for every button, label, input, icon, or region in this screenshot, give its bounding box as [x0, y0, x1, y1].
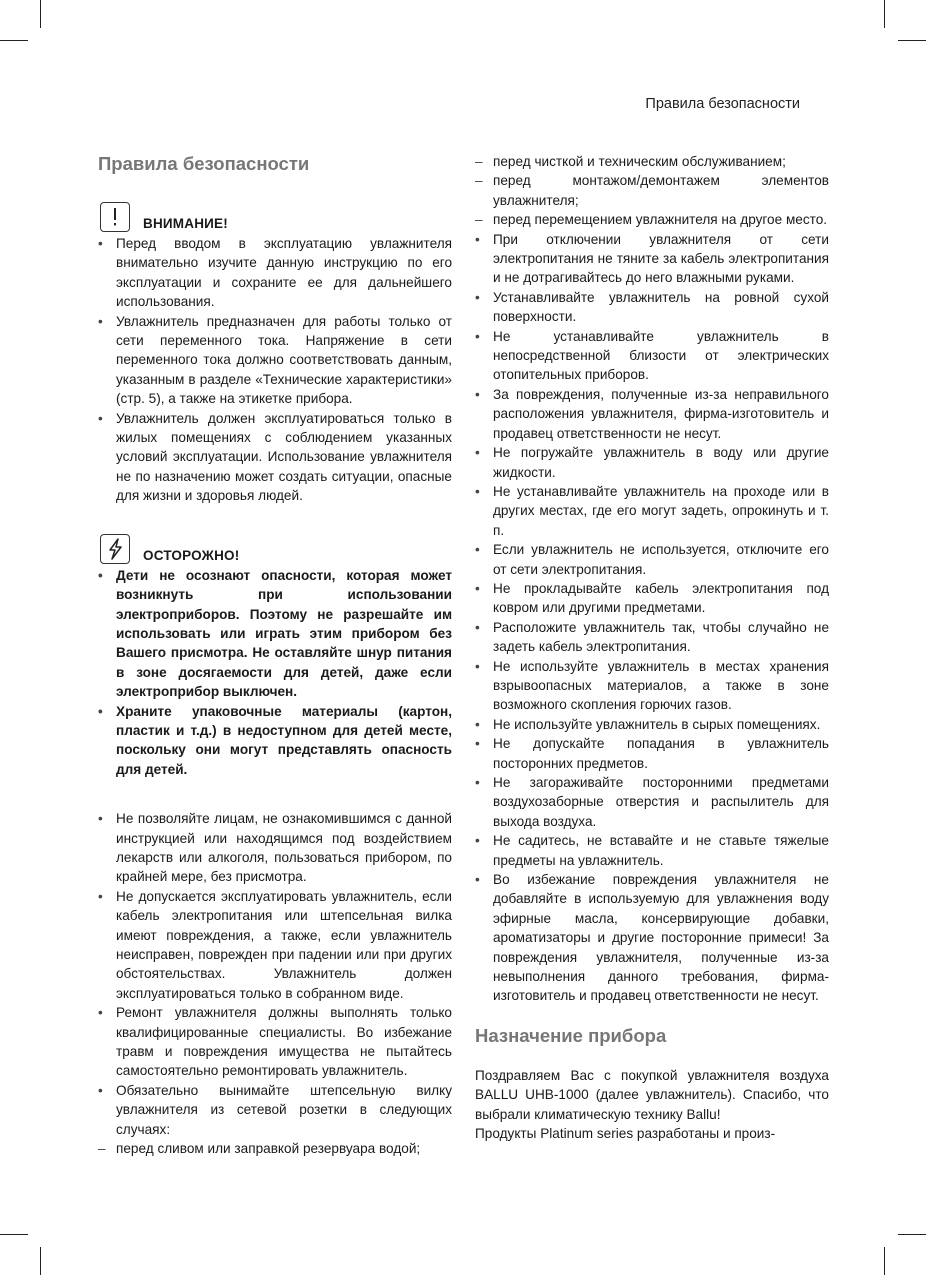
crop-mark — [884, 1247, 885, 1275]
purpose-paragraph: Продукты Platinum series разработаны и произ- — [475, 1126, 776, 1142]
list-item: • Увлажнитель предназначен для работы только от сети переменного тока. Напряжение в сети переменного тока должно соответствовать данным, указанным в разделе «Технические характеристики» (стр. 5), а также на этикетке прибора. — [98, 312, 452, 409]
list-item: • Во избежание повреждения увлажнителя не добавляйте в используемую для увлажнения воду эфирные масла, консервирующие добавки, ароматизаторы и другие посторонние примеси! За повреждения увлажнителя, полученные из-за невыполнения данного требования, фирма-изготовитель и продавец ответственности не несут. — [475, 870, 829, 1006]
list-item: • Не устанавливайте увлажнитель на проходе или в других местах, где его могут задеть, опрокинуть и т. п. — [475, 482, 829, 540]
running-header: Правила безопасности — [645, 96, 800, 112]
list-item: • Увлажнитель должен эксплуатироваться только в жилых помещениях с соблюдением указанных условий эксплуатации. Использование увлажнителя не по назначению может создать ситуации, опасные для жизни и здоровья людей. — [98, 409, 452, 506]
list-item: • Если увлажнитель не используется, отключите его от сети электропитания. — [475, 540, 829, 579]
crop-mark — [884, 0, 885, 28]
list-item: • Не прокладывайте кабель электропитания под ковром или другими предметами. — [475, 579, 829, 618]
crop-mark — [898, 1234, 926, 1235]
list-item: • Обязательно вынимайте штепсельную вилку увлажнителя из сетевой розетки в следующих случаях: — [98, 1081, 452, 1139]
crop-mark — [40, 1247, 41, 1275]
list-item: • Не используйте увлажнитель в местах хранения взрывоопасных материалов, а также в зоне возможного скопления горючих газов. — [475, 657, 829, 715]
list-item: • При отключении увлажнителя от сети электропитания не тяните за кабель электропитания и не дотрагивайтесь до него влажными руками. — [475, 230, 829, 288]
dash-item: – перед чисткой и техническим обслуживанием; — [475, 152, 829, 171]
caution-label: ОСТОРОЖНО! — [143, 547, 240, 563]
list-item: • Дети не осознают опасности, которая может возникнуть при использовании электроприборов. Поэтому не разрешайте им использовать или играть этим прибором без Вашего присмотра. Не оставляйте шнур питания в зоне досягаемости для детей, даже если электроприбор выключен. — [98, 566, 452, 702]
attention-label: ВНИМАНИЕ! — [143, 216, 228, 231]
list-item: • Не допускается эксплуатировать увлажнитель, если кабель электропитания или штепсельная вилка имеют повреждения, а также, если увлажнитель неисправен, поврежден при падении или при других обстоятельствах. Увлажнитель должен эксплуатироваться только в собранном виде. — [98, 887, 452, 1003]
list-item: • Не позволяйте лицам, не ознакомившимся с данной инструкцией или находящимся под воздействием лекарств или алкоголя, пользоваться прибором, по крайней мере, без присмотра. — [98, 809, 452, 887]
list-item: • Не допускайте попадания в увлажнитель посторонних предметов. — [475, 734, 829, 773]
crop-mark — [0, 1234, 28, 1235]
crop-mark — [898, 40, 926, 41]
list-item: • За повреждения, полученные из-за неправильного расположения увлажнителя, фирма-изготовитель и продавец ответственности не несут. — [475, 385, 829, 443]
list-item: • Не погружайте увлажнитель в воду или другие жидкости. — [475, 443, 829, 482]
dash-item: – перед перемещением увлажнителя на другое место. — [475, 210, 829, 229]
safety-list — [475, 230, 829, 1006]
dash-item: – перед монтажом/демонтажем элементов увлажнителя; — [475, 171, 829, 210]
left-column — [98, 152, 452, 1158]
caution-list — [98, 566, 452, 779]
purpose-paragraph: Поздравляем Вас с покупкой увлажнителя воздуха BALLU UHB-1000 (далее увлажнитель). Спасибо, что выбрали климатическую технику Ballu! — [475, 1067, 829, 1122]
right-column — [475, 152, 829, 1144]
unplug-cases-list — [475, 152, 829, 230]
list-item: • Не используйте увлажнитель в сырых помещениях. — [475, 715, 829, 734]
attention-header — [100, 198, 452, 232]
list-item: • Ремонт увлажнителя должны выполнять только квалифицированные специалисты. Во избежание травм и повреждения имущества не пытайтесь самостоятельно ремонтировать увлажнитель. — [98, 1003, 452, 1081]
lightning-icon — [100, 534, 130, 564]
general-list — [98, 809, 452, 1158]
dash-item: – перед сливом или заправкой резервуара водой; — [98, 1139, 452, 1158]
list-item: • Не садитесь, не вставайте и не ставьте тяжелые предметы на увлажнитель. — [475, 831, 829, 870]
caution-header — [100, 530, 452, 564]
list-item: • Перед вводом в эксплуатацию увлажнителя внимательно изучите данную инструкцию по его эксплуатации и сохраните ее для дальнейшего использования. — [98, 234, 452, 312]
crop-mark — [40, 0, 41, 28]
list-item: • Храните упаковочные материалы (картон, пластик и т.д.) в недоступном для детей месте, поскольку они могут представлять опасность для детей. — [98, 702, 452, 780]
crop-mark — [0, 40, 28, 41]
list-item: • Устанавливайте увлажнитель на ровной сухой поверхности. — [475, 288, 829, 327]
section-title-safety: Правила безопасности — [98, 153, 310, 174]
exclamation-icon — [100, 202, 130, 232]
list-item: • Не устанавливайте увлажнитель в непосредственной близости от электрических отопительных приборов. — [475, 327, 829, 385]
list-item: • Не загораживайте посторонними предметами воздухозаборные отверстия и распылитель для выхода воздуха. — [475, 773, 829, 831]
attention-list — [98, 234, 452, 506]
section-title-purpose: Назначение прибора — [475, 1024, 667, 1046]
list-item: • Расположите увлажнитель так, чтобы случайно не задеть кабель электропитания. — [475, 618, 829, 657]
